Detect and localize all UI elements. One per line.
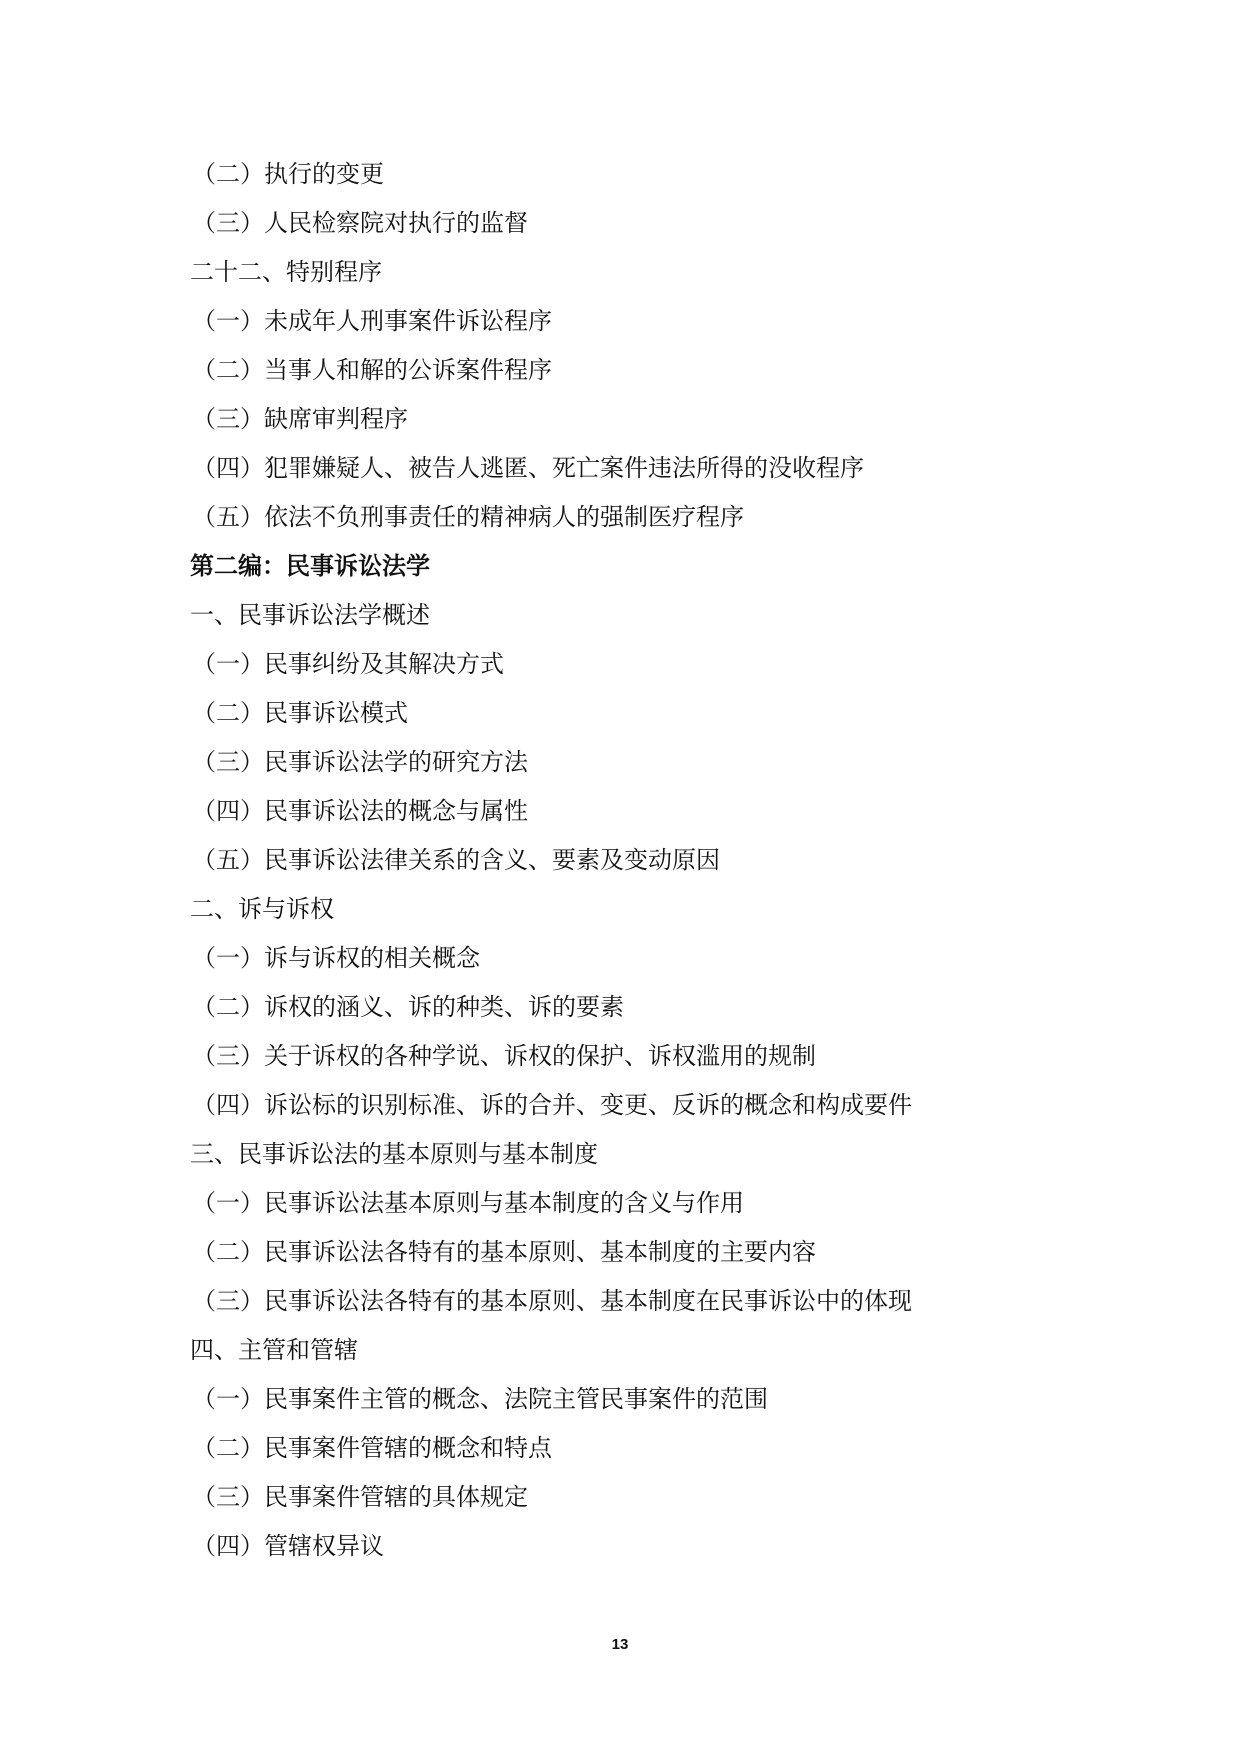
outline-subitem: （四）管辖权异议 xyxy=(192,1532,384,1560)
outline-subitem: （二）民事诉讼法各特有的基本原则、基本制度的主要内容 xyxy=(192,1238,816,1266)
outline-subitem: （一）民事诉讼法基本原则与基本制度的含义与作用 xyxy=(192,1189,744,1217)
outline-section-heading: 二、诉与诉权 xyxy=(190,895,334,923)
outline-subitem: （三）民事诉讼法学的研究方法 xyxy=(192,748,528,776)
outline-section-heading: 四、主管和管辖 xyxy=(190,1336,358,1364)
outline-section-heading: 一、民事诉讼法学概述 xyxy=(190,601,430,629)
outline-part-heading: 第二编：民事诉讼法学 xyxy=(190,552,430,580)
outline-subitem: （五）依法不负刑事责任的精神病人的强制医疗程序 xyxy=(192,503,744,531)
outline-section-heading: 二十二、特别程序 xyxy=(190,258,382,286)
outline-subitem: （三）关于诉权的各种学说、诉权的保护、诉权滥用的规制 xyxy=(192,1042,816,1070)
outline-subitem: （一）民事纠纷及其解决方式 xyxy=(192,650,504,678)
outline-subitem: （二）民事案件管辖的概念和特点 xyxy=(192,1434,552,1462)
outline-subitem: （二）当事人和解的公诉案件程序 xyxy=(192,356,552,384)
outline-subitem: （二）民事诉讼模式 xyxy=(192,699,408,727)
outline-subitem: （三）民事诉讼法各特有的基本原则、基本制度在民事诉讼中的体现 xyxy=(192,1287,912,1315)
page-number: 13 xyxy=(611,1636,629,1653)
outline-subitem: （四）诉讼标的识别标准、诉的合并、变更、反诉的概念和构成要件 xyxy=(192,1091,912,1119)
outline-subitem: （二）诉权的涵义、诉的种类、诉的要素 xyxy=(192,993,624,1021)
outline-subitem: （五）民事诉讼法律关系的含义、要素及变动原因 xyxy=(192,846,720,874)
outline-subitem: （四）犯罪嫌疑人、被告人逃匿、死亡案件违法所得的没收程序 xyxy=(192,454,864,482)
outline-subitem: （三）缺席审判程序 xyxy=(192,405,408,433)
outline-subitem: （四）民事诉讼法的概念与属性 xyxy=(192,797,528,825)
outline-subitem: （二）执行的变更 xyxy=(192,160,384,188)
outline-subitem: （一）诉与诉权的相关概念 xyxy=(192,944,480,972)
outline-subitem: （三）民事案件管辖的具体规定 xyxy=(192,1483,528,1511)
outline-subitem: （三）人民检察院对执行的监督 xyxy=(192,209,528,237)
outline-subitem: （一）未成年人刑事案件诉讼程序 xyxy=(192,307,552,335)
outline-section-heading: 三、民事诉讼法的基本原则与基本制度 xyxy=(190,1140,598,1168)
outline-list xyxy=(190,150,1090,1571)
outline-subitem: （一）民事案件主管的概念、法院主管民事案件的范围 xyxy=(192,1385,768,1413)
